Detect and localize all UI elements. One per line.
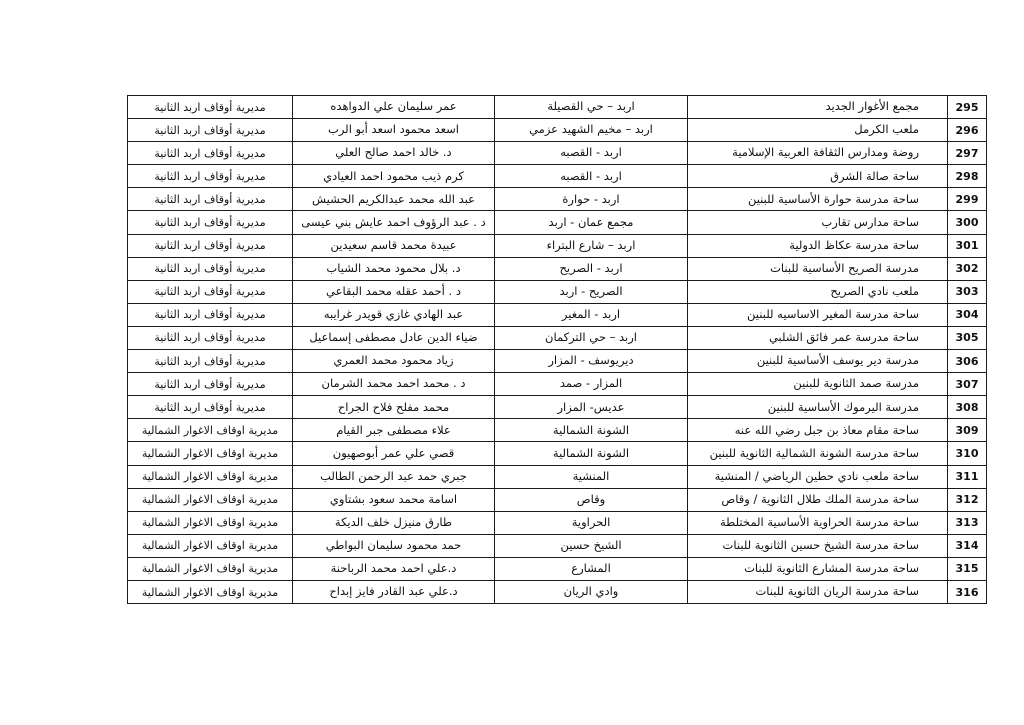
location-cell: المزار - صمد bbox=[495, 373, 688, 396]
table-row bbox=[128, 442, 987, 465]
site-name-cell: ساحة مدرسة المغير الاساسيه للبنين bbox=[688, 303, 948, 326]
table-row bbox=[128, 211, 987, 234]
site-name-cell: ساحة مدرسة الريان الثانوية للبنات bbox=[688, 580, 948, 603]
row-number-cell: 302 bbox=[948, 257, 987, 280]
preacher-name-cell: كرم ذيب محمود احمد العيادي bbox=[293, 165, 495, 188]
site-name-cell: ساحة مدرسة عمر فائق الشلبي bbox=[688, 326, 948, 349]
preacher-name-cell: د. بلال محمود محمد الشياب bbox=[293, 257, 495, 280]
site-name-cell: ساحة مدرسة الملك طلال الثانوية / وقاص bbox=[688, 488, 948, 511]
location-cell: اربد – مخيم الشهيد عزمي bbox=[495, 119, 688, 142]
table-row bbox=[128, 303, 987, 326]
table-row bbox=[128, 396, 987, 419]
directorate-cell: مديرية أوقاف اربد الثانية bbox=[128, 188, 293, 211]
location-cell: الشونة الشمالية bbox=[495, 442, 688, 465]
preacher-name-cell: اسعد محمود اسعد أبو الرب bbox=[293, 119, 495, 142]
preacher-name-cell: جبري حمد عبد الرحمن الطالب bbox=[293, 465, 495, 488]
row-number-cell: 301 bbox=[948, 234, 987, 257]
directorate-cell: مديرية أوقاف اربد الثانية bbox=[128, 142, 293, 165]
row-number-cell: 299 bbox=[948, 188, 987, 211]
location-cell: اربد – حي التركمان bbox=[495, 326, 688, 349]
preacher-name-cell: قصي علي عمر أبوصهيون bbox=[293, 442, 495, 465]
directorate-cell: مديرية اوقاف الاغوار الشمالية bbox=[128, 488, 293, 511]
site-name-cell: روضة ومدارس الثقافة العربية الإسلامية bbox=[688, 142, 948, 165]
preacher-name-cell: د.علي احمد محمد الرباحنة bbox=[293, 557, 495, 580]
preacher-name-cell: علاء مصطفى جبر القيام bbox=[293, 419, 495, 442]
location-cell: اربد - حوارة bbox=[495, 188, 688, 211]
table-row bbox=[128, 234, 987, 257]
preacher-name-cell: محمد مفلح فلاح الجراح bbox=[293, 396, 495, 419]
location-cell: عديس- المزار bbox=[495, 396, 688, 419]
prayer-sites-table bbox=[127, 95, 987, 604]
row-number-cell: 304 bbox=[948, 303, 987, 326]
site-name-cell: ساحة مقام معاذ بن جبل رضي الله عنه bbox=[688, 419, 948, 442]
preacher-name-cell: اسامة محمد سعود بشتاوي bbox=[293, 488, 495, 511]
location-cell: الصريح - اربد bbox=[495, 280, 688, 303]
site-name-cell: مجمع الأغوار الجديد bbox=[688, 96, 948, 119]
location-cell: الشونة الشمالية bbox=[495, 419, 688, 442]
directorate-cell: مديرية أوقاف اربد الثانية bbox=[128, 257, 293, 280]
location-cell: اربد - القصبه bbox=[495, 165, 688, 188]
row-number-cell: 298 bbox=[948, 165, 987, 188]
location-cell: وادي الريان bbox=[495, 580, 688, 603]
preacher-name-cell: عبيدة محمد قاسم سعيدين bbox=[293, 234, 495, 257]
location-cell: اربد – شارع البتراء bbox=[495, 234, 688, 257]
location-cell: الحراوية bbox=[495, 511, 688, 534]
directorate-cell: مديرية أوقاف اربد الثانية bbox=[128, 280, 293, 303]
table-row bbox=[128, 488, 987, 511]
directorate-cell: مديرية أوقاف اربد الثانية bbox=[128, 326, 293, 349]
site-name-cell: ملعب الكرمل bbox=[688, 119, 948, 142]
directorate-cell: مديرية أوقاف اربد الثانية bbox=[128, 165, 293, 188]
preacher-name-cell: ضياء الدين عادل مصطفى إسماعيل bbox=[293, 326, 495, 349]
row-number-cell: 297 bbox=[948, 142, 987, 165]
row-number-cell: 306 bbox=[948, 350, 987, 373]
location-cell: المنشية bbox=[495, 465, 688, 488]
table-row bbox=[128, 534, 987, 557]
preacher-name-cell: د . أحمد عقله محمد البقاعي bbox=[293, 280, 495, 303]
table-row bbox=[128, 326, 987, 349]
site-name-cell: ساحة مدرسة الشونة الشمالية الثانوية للبنين bbox=[688, 442, 948, 465]
row-number-cell: 300 bbox=[948, 211, 987, 234]
preacher-name-cell: د.علي عبد القادر فايز إبداح bbox=[293, 580, 495, 603]
site-name-cell: مدرسة اليرموك الأساسية للبنين bbox=[688, 396, 948, 419]
directorate-cell: مديرية اوقاف الاغوار الشمالية bbox=[128, 442, 293, 465]
preacher-name-cell: حمد محمود سليمان البواطي bbox=[293, 534, 495, 557]
preacher-name-cell: د . محمد احمد محمد الشرمان bbox=[293, 373, 495, 396]
location-cell: اربد - الصريح bbox=[495, 257, 688, 280]
site-name-cell: ملعب نادي الصريح bbox=[688, 280, 948, 303]
preacher-name-cell: طارق منيزل خلف الديكة bbox=[293, 511, 495, 534]
row-number-cell: 311 bbox=[948, 465, 987, 488]
location-cell: ديريوسف - المزار bbox=[495, 350, 688, 373]
document-page bbox=[127, 95, 986, 604]
table-row bbox=[128, 142, 987, 165]
table-row bbox=[128, 350, 987, 373]
location-cell: اربد – حي القصيلة bbox=[495, 96, 688, 119]
directorate-cell: مديرية اوقاف الاغوار الشمالية bbox=[128, 511, 293, 534]
row-number-cell: 313 bbox=[948, 511, 987, 534]
site-name-cell: ساحة ملعب نادي حطين الرياضي / المنشية bbox=[688, 465, 948, 488]
directorate-cell: مديرية اوقاف الاغوار الشمالية bbox=[128, 465, 293, 488]
site-name-cell: ساحة مدرسة الحراوية الأساسية المختلطة bbox=[688, 511, 948, 534]
directorate-cell: مديرية اوقاف الاغوار الشمالية bbox=[128, 557, 293, 580]
directorate-cell: مديرية اوقاف الاغوار الشمالية bbox=[128, 580, 293, 603]
site-name-cell: مدرسة دير يوسف الأساسية للبنين bbox=[688, 350, 948, 373]
site-name-cell: ساحة مدرسة حوارة الأساسية للبنين bbox=[688, 188, 948, 211]
site-name-cell: ساحة مدرسة الشيخ حسين الثانوية للبنات bbox=[688, 534, 948, 557]
table-row bbox=[128, 165, 987, 188]
preacher-name-cell: عبد الله محمد عبدالكريم الحشيش bbox=[293, 188, 495, 211]
directorate-cell: مديرية أوقاف اربد الثانية bbox=[128, 234, 293, 257]
table-row bbox=[128, 557, 987, 580]
row-number-cell: 316 bbox=[948, 580, 987, 603]
table-row bbox=[128, 511, 987, 534]
directorate-cell: مديرية أوقاف اربد الثانية bbox=[128, 119, 293, 142]
row-number-cell: 307 bbox=[948, 373, 987, 396]
location-cell: اربد - القصبه bbox=[495, 142, 688, 165]
row-number-cell: 312 bbox=[948, 488, 987, 511]
directorate-cell: مديرية أوقاف اربد الثانية bbox=[128, 303, 293, 326]
location-cell: الشيخ حسين bbox=[495, 534, 688, 557]
table-row bbox=[128, 373, 987, 396]
row-number-cell: 303 bbox=[948, 280, 987, 303]
site-name-cell: ساحة صالة الشرق bbox=[688, 165, 948, 188]
site-name-cell: ساحة مدارس تقارب bbox=[688, 211, 948, 234]
table-row bbox=[128, 257, 987, 280]
directorate-cell: مديرية اوقاف الاغوار الشمالية bbox=[128, 534, 293, 557]
row-number-cell: 309 bbox=[948, 419, 987, 442]
row-number-cell: 308 bbox=[948, 396, 987, 419]
row-number-cell: 305 bbox=[948, 326, 987, 349]
table-row bbox=[128, 280, 987, 303]
preacher-name-cell: د . عبد الرؤوف احمد عايش بني عيسى bbox=[293, 211, 495, 234]
row-number-cell: 295 bbox=[948, 96, 987, 119]
directorate-cell: مديرية أوقاف اربد الثانية bbox=[128, 211, 293, 234]
row-number-cell: 296 bbox=[948, 119, 987, 142]
table-row bbox=[128, 465, 987, 488]
directorate-cell: مديرية أوقاف اربد الثانية bbox=[128, 373, 293, 396]
preacher-name-cell: عبد الهادي غازي قويدر غرايبه bbox=[293, 303, 495, 326]
table-row bbox=[128, 96, 987, 119]
location-cell: اربد - المغير bbox=[495, 303, 688, 326]
location-cell: المشارع bbox=[495, 557, 688, 580]
row-number-cell: 315 bbox=[948, 557, 987, 580]
table-body bbox=[128, 96, 987, 604]
location-cell: مجمع عمان - اربد bbox=[495, 211, 688, 234]
site-name-cell: مدرسة الصريح الأساسية للبنات bbox=[688, 257, 948, 280]
site-name-cell: مدرسة صمد الثانوية للبنين bbox=[688, 373, 948, 396]
table-row bbox=[128, 188, 987, 211]
table-row bbox=[128, 119, 987, 142]
preacher-name-cell: د. خالد احمد صالح العلي bbox=[293, 142, 495, 165]
site-name-cell: ساحة مدرسة عكاظ الدولية bbox=[688, 234, 948, 257]
row-number-cell: 314 bbox=[948, 534, 987, 557]
preacher-name-cell: زياد محمود محمد العمري bbox=[293, 350, 495, 373]
table-row bbox=[128, 580, 987, 603]
directorate-cell: مديرية اوقاف الاغوار الشمالية bbox=[128, 419, 293, 442]
directorate-cell: مديرية أوقاف اربد الثانية bbox=[128, 350, 293, 373]
site-name-cell: ساحة مدرسة المشارع الثانوية للبنات bbox=[688, 557, 948, 580]
row-number-cell: 310 bbox=[948, 442, 987, 465]
table-row bbox=[128, 419, 987, 442]
location-cell: وقاص bbox=[495, 488, 688, 511]
directorate-cell: مديرية أوقاف اربد الثانية bbox=[128, 396, 293, 419]
directorate-cell: مديرية أوقاف اربد الثانية bbox=[128, 96, 293, 119]
preacher-name-cell: عمر سليمان علي الدواهده bbox=[293, 96, 495, 119]
